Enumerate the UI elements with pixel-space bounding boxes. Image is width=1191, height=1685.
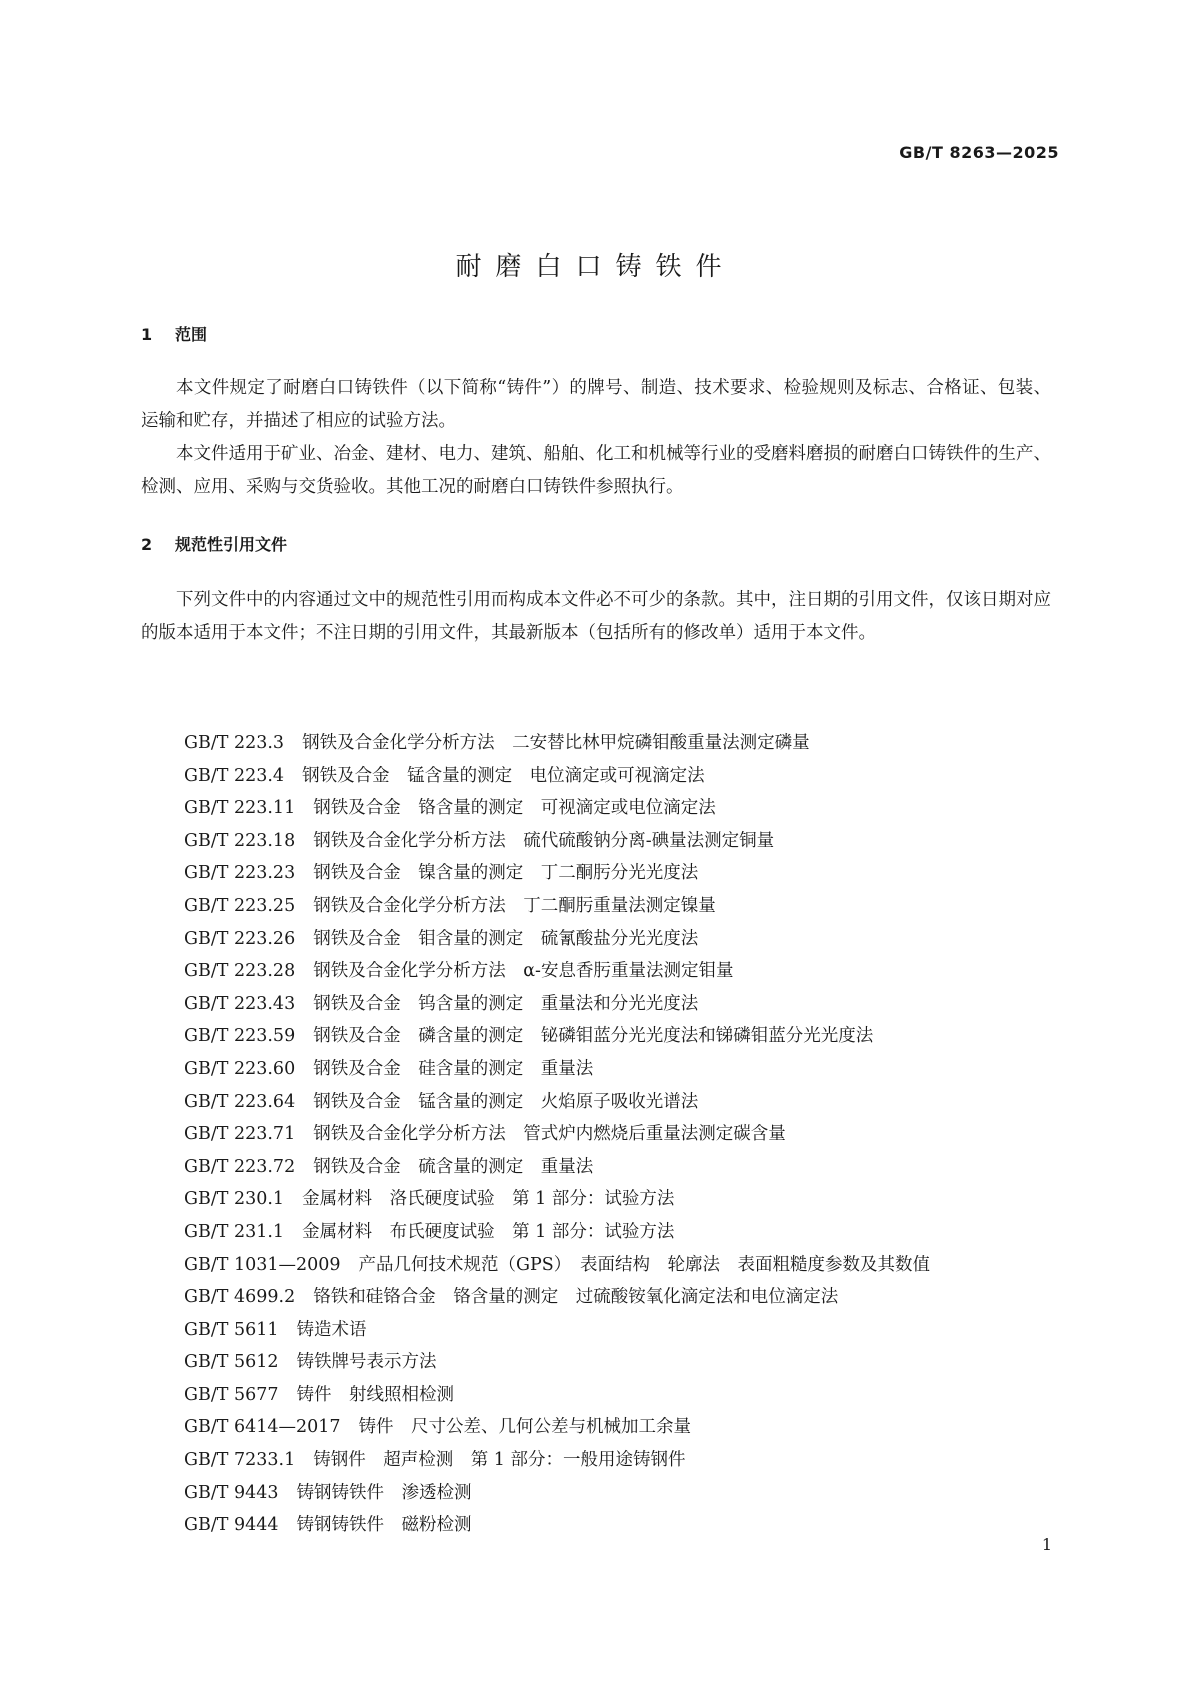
reference-title: 钢铁及合金化学分析方法 二安替比林甲烷磷钼酸重量法测定磷量 <box>302 733 810 753</box>
reference-item <box>184 825 930 858</box>
section-heading-normative-references <box>141 532 287 555</box>
reference-item <box>184 955 930 988</box>
reference-item <box>184 1477 930 1510</box>
reference-code: GB/T 223.43 <box>184 993 296 1014</box>
reference-code: GB/T 223.72 <box>184 1156 296 1177</box>
reference-item <box>184 1411 930 1444</box>
reference-item <box>184 727 930 760</box>
reference-title: 钢铁及合金 铬含量的测定 可视滴定或电位滴定法 <box>313 798 716 819</box>
reference-title: 金属材料 洛氏硬度试验 第 1 部分：试验方法 <box>302 1189 675 1210</box>
reference-code: GB/T 5677 <box>184 1384 279 1405</box>
reference-title: 钢铁及合金 镍含量的测定 丁二酮肟分光光度法 <box>313 863 699 884</box>
reference-code: GB/T 223.60 <box>184 1058 296 1079</box>
reference-title: 钢铁及合金化学分析方法 丁二酮肟重量法测定镍量 <box>313 895 716 916</box>
reference-item <box>184 1086 930 1119</box>
reference-title: 铸钢铸铁件 渗透检测 <box>296 1482 472 1503</box>
reference-title: 钢铁及合金 锰含量的测定 火焰原子吸收光谱法 <box>313 1091 699 1112</box>
reference-code: GB/T 223.28 <box>184 961 296 982</box>
reference-item <box>184 923 930 956</box>
reference-title: 铸铁牌号表示方法 <box>296 1352 437 1373</box>
reference-title: 产品几何技术规范（GPS） 表面结构 轮廓法 表面粗糙度参数及其数值 <box>358 1254 931 1275</box>
reference-item <box>184 792 930 825</box>
reference-list <box>184 727 930 1542</box>
reference-title: 钢铁及合金 磷含量的测定 铋磷钼蓝分光光度法和锑磷钼蓝分光光度法 <box>313 1026 874 1047</box>
reference-code: GB/T 4699.2 <box>184 1287 296 1308</box>
reference-item <box>184 988 930 1021</box>
reference-code: GB/T 9444 <box>184 1515 279 1536</box>
reference-title: 铸造术语 <box>296 1319 367 1340</box>
reference-item <box>184 857 930 890</box>
reference-item <box>184 1118 930 1151</box>
reference-item <box>184 1346 930 1379</box>
reference-code: GB/T 223.71 <box>184 1124 296 1145</box>
reference-item <box>184 1281 930 1314</box>
reference-title: 钢铁及合金 硫含量的测定 重量法 <box>313 1156 594 1177</box>
reference-code: GB/T 223.23 <box>184 863 296 884</box>
reference-code: GB/T 9443 <box>184 1482 279 1503</box>
reference-code: GB/T 223.25 <box>184 895 296 916</box>
reference-title: 钢铁及合金 硅含量的测定 重量法 <box>313 1058 594 1079</box>
reference-item <box>184 1509 930 1542</box>
reference-title: 钢铁及合金 钨含量的测定 重量法和分光光度法 <box>313 993 699 1014</box>
reference-code: GB/T 5612 <box>184 1352 279 1373</box>
section-number: 2 <box>141 535 153 554</box>
reference-code: GB/T 1031—2009 <box>184 1254 341 1275</box>
document-title: 耐磨白口铸铁件 <box>455 252 736 282</box>
reference-title: 金属材料 布氏硬度试验 第 1 部分：试验方法 <box>302 1221 675 1242</box>
reference-code: GB/T 223.18 <box>184 830 296 851</box>
reference-item <box>184 1249 930 1282</box>
section-title: 范围 <box>175 325 208 344</box>
reference-title: 钢铁及合金 锰含量的测定 电位滴定或可视滴定法 <box>302 765 705 786</box>
reference-item <box>184 1151 930 1184</box>
reference-item <box>184 760 930 793</box>
reference-code: GB/T 223.4 <box>184 765 285 786</box>
reference-code: GB/T 223.64 <box>184 1091 296 1112</box>
reference-item <box>184 1444 930 1477</box>
reference-item <box>184 1379 930 1412</box>
reference-item <box>184 1314 930 1347</box>
reference-title: 铸件 尺寸公差、几何公差与机械加工余量 <box>358 1417 692 1438</box>
reference-title: 钢铁及合金化学分析方法 硫代硫酸钠分离-碘量法测定铜量 <box>313 830 775 851</box>
references-intro-paragraph: 下列文件中的内容通过文中的规范性引用而构成本文件必不可少的条款。其中，注日期的引用文件，仅该日期对应的版本适用于本文件；不注日期的引用文件，其最新版本（包括所有的修改单）适用于本文件。 <box>141 590 1051 643</box>
standard-code: GB/T 8263—2025 <box>899 143 1059 162</box>
reference-title: 铸件 射线照相检测 <box>296 1384 455 1405</box>
page-number: 1 <box>1041 1535 1052 1554</box>
scope-paragraph-1: 本文件规定了耐磨白口铸铁件（以下简称“铸件”）的牌号、制造、技术要求、检验规则及标志、合格证、包装、运输和贮存，并描述了相应的试验方法。 <box>141 378 1051 431</box>
reference-title: 钢铁及合金化学分析方法 α-安息香肟重量法测定钼量 <box>313 961 734 982</box>
reference-code: GB/T 230.1 <box>184 1189 285 1210</box>
reference-title: 钢铁及合金 钼含量的测定 硫氰酸盐分光光度法 <box>313 928 699 949</box>
reference-title: 铸钢铸铁件 磁粉检测 <box>296 1515 472 1536</box>
reference-item <box>184 1216 930 1249</box>
section-title: 规范性引用文件 <box>175 535 288 554</box>
section-number: 1 <box>141 325 153 344</box>
reference-title: 铸钢件 超声检测 第 1 部分：一般用途铸钢件 <box>313 1450 686 1471</box>
reference-title: 钢铁及合金化学分析方法 管式炉内燃烧后重量法测定碳含量 <box>313 1124 786 1145</box>
scope-paragraph-2: 本文件适用于矿业、冶金、建材、电力、建筑、船舶、化工和机械等行业的受磨料磨损的耐磨白口铸铁件的生产、检测、应用、采购与交货验收。其他工况的耐磨白口铸铁件参照执行。 <box>141 444 1051 497</box>
reference-item <box>184 1053 930 1086</box>
reference-title: 铬铁和硅铬合金 铬含量的测定 过硫酸铵氧化滴定法和电位滴定法 <box>313 1287 839 1308</box>
reference-code: GB/T 223.26 <box>184 928 296 949</box>
reference-code: GB/T 223.59 <box>184 1026 296 1047</box>
reference-code: GB/T 6414—2017 <box>184 1417 341 1438</box>
reference-code: GB/T 223.11 <box>184 798 296 819</box>
section-heading-scope <box>141 322 207 345</box>
reference-code: GB/T 231.1 <box>184 1221 285 1242</box>
reference-item <box>184 1020 930 1053</box>
reference-code: GB/T 223.3 <box>184 733 285 753</box>
reference-item <box>184 890 930 923</box>
reference-item <box>184 1183 930 1216</box>
reference-code: GB/T 7233.1 <box>184 1450 296 1471</box>
reference-code: GB/T 5611 <box>184 1319 279 1340</box>
